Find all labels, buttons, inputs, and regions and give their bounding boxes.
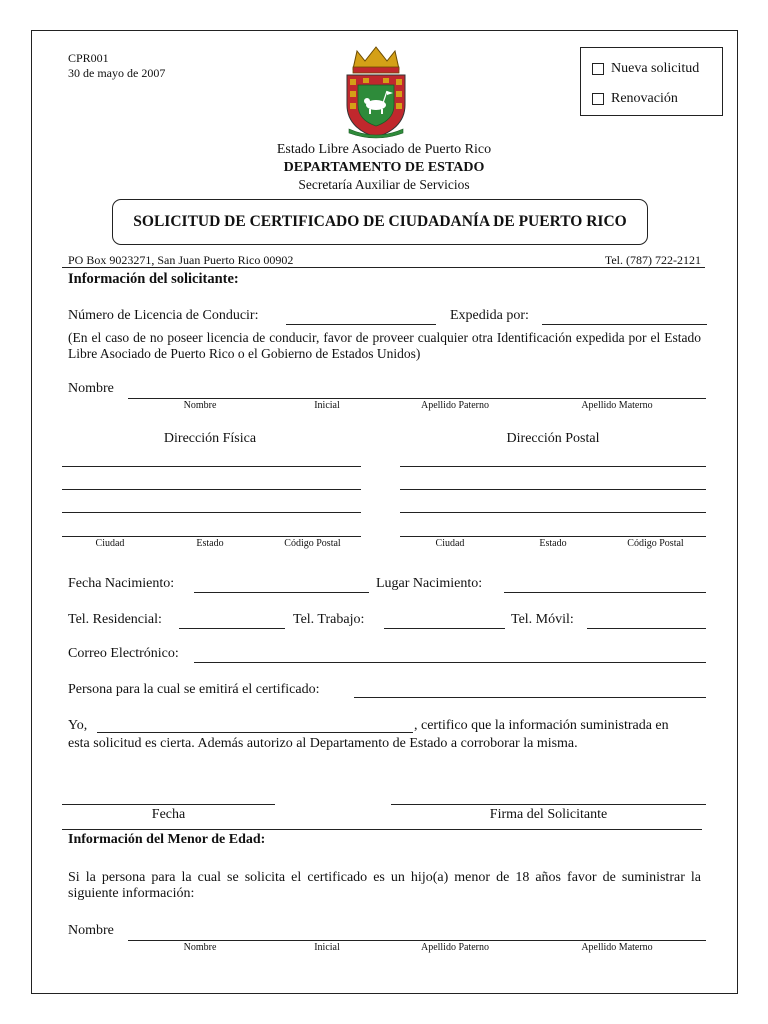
postal-address-heading: Dirección Postal: [506, 431, 600, 446]
minor-maternal-surname-sublabel: Apellido Materno: [581, 942, 653, 953]
physical-address-line-2[interactable]: [62, 489, 361, 490]
paternal-surname-sublabel: Apellido Paterno: [420, 400, 490, 411]
postal-state-sublabel: Estado: [539, 538, 567, 549]
date-label: Fecha: [151, 807, 186, 822]
minor-name-field[interactable]: [128, 940, 706, 941]
birth-date-field[interactable]: [194, 592, 369, 593]
date-field[interactable]: [62, 804, 275, 805]
phone-number: Tel. (787) 722-2121: [604, 253, 701, 267]
postal-city-sublabel: Ciudad: [435, 538, 465, 549]
signature-field[interactable]: [391, 804, 706, 805]
birth-place-label: Lugar Nacimiento:: [376, 576, 483, 591]
signature-label: Firma del Solicitante: [489, 807, 608, 822]
form-title: SOLICITUD DE CERTIFICADO DE CIUDADANÍA DE PUERTO RICO: [112, 199, 648, 245]
minor-name-label: Nombre: [68, 923, 114, 938]
mobile-phone-field[interactable]: [587, 628, 706, 629]
header-divider: [62, 267, 705, 268]
issued-by-field[interactable]: [542, 324, 707, 325]
minor-first-name-sublabel: Nombre: [183, 942, 217, 953]
home-phone-label: Tel. Residencial:: [68, 612, 162, 627]
certificate-person-field[interactable]: [354, 697, 706, 698]
new-application-label: Nueva solicitud: [611, 61, 700, 76]
renewal-checkbox[interactable]: [592, 93, 604, 105]
certifier-name-field[interactable]: [97, 732, 413, 733]
certification-line-2: esta solicitud es cierta. Además autorizo al Departamento de Estado a corroborar la misma.: [68, 736, 578, 751]
minor-note: Si la persona para la cual se solicita el certificado es un hijo(a) menor de 18 años favor de suministrar la siguiente información:: [68, 870, 701, 901]
license-field[interactable]: [286, 324, 436, 325]
name-field[interactable]: [128, 398, 706, 399]
form-code: CPR001: [68, 51, 109, 65]
home-phone-field[interactable]: [179, 628, 285, 629]
physical-address-line-1[interactable]: [62, 466, 361, 467]
new-application-checkbox[interactable]: [592, 63, 604, 75]
minor-divider: [62, 829, 702, 830]
renewal-label: Renovación: [611, 91, 678, 106]
puerto-rico-seal-icon: [343, 43, 409, 139]
physical-zip-sublabel: Código Postal: [284, 538, 341, 549]
first-name-sublabel: Nombre: [183, 400, 217, 411]
physical-address-line-3[interactable]: [62, 512, 361, 513]
postal-address-line-4[interactable]: [400, 536, 706, 537]
email-field[interactable]: [194, 662, 706, 663]
birth-date-label: Fecha Nacimiento:: [68, 576, 175, 591]
license-label: Número de Licencia de Conducir:: [68, 308, 259, 323]
birth-place-field[interactable]: [504, 592, 706, 593]
header-line-1: Estado Libre Asociado de Puerto Rico: [276, 142, 492, 157]
name-label: Nombre: [68, 381, 114, 396]
minor-initial-sublabel: Inicial: [314, 942, 340, 953]
mailing-address: PO Box 9023271, San Juan Puerto Rico 00902: [68, 253, 294, 267]
postal-zip-sublabel: Código Postal: [627, 538, 684, 549]
maternal-surname-sublabel: Apellido Materno: [581, 400, 653, 411]
applicant-heading: Información del solicitante:: [68, 271, 239, 287]
certification-prefix: Yo,: [68, 718, 88, 733]
physical-address-line-4[interactable]: [62, 536, 361, 537]
work-phone-label: Tel. Trabajo:: [293, 612, 365, 627]
work-phone-field[interactable]: [384, 628, 505, 629]
header-line-3: Secretaría Auxiliar de Servicios: [298, 177, 470, 192]
physical-state-sublabel: Estado: [196, 538, 224, 549]
form-date: 30 de mayo de 2007: [68, 66, 166, 80]
minor-paternal-surname-sublabel: Apellido Paterno: [420, 942, 490, 953]
id-note: (En el caso de no poseer licencia de conducir, favor de proveer cualquier otra Identificación expedida por el Estado Libre Asociado de Puerto Rico o el Gobierno de Estados Unidos): [68, 330, 701, 361]
certificate-person-label: Persona para la cual se emitirá el certificado:: [68, 682, 320, 697]
postal-address-line-2[interactable]: [400, 489, 706, 490]
email-label: Correo Electrónico:: [68, 646, 179, 661]
minor-heading: Información del Menor de Edad:: [68, 832, 266, 847]
postal-address-line-1[interactable]: [400, 466, 706, 467]
header-line-2: DEPARTAMENTO DE ESTADO: [283, 160, 485, 175]
initial-sublabel: Inicial: [314, 400, 340, 411]
physical-city-sublabel: Ciudad: [95, 538, 125, 549]
postal-address-line-3[interactable]: [400, 512, 706, 513]
certification-line-1: , certifico que la información suministrada en: [414, 718, 669, 733]
mobile-phone-label: Tel. Móvil:: [511, 612, 574, 627]
issued-by-label: Expedida por:: [450, 308, 529, 323]
physical-address-heading: Dirección Física: [163, 431, 257, 446]
